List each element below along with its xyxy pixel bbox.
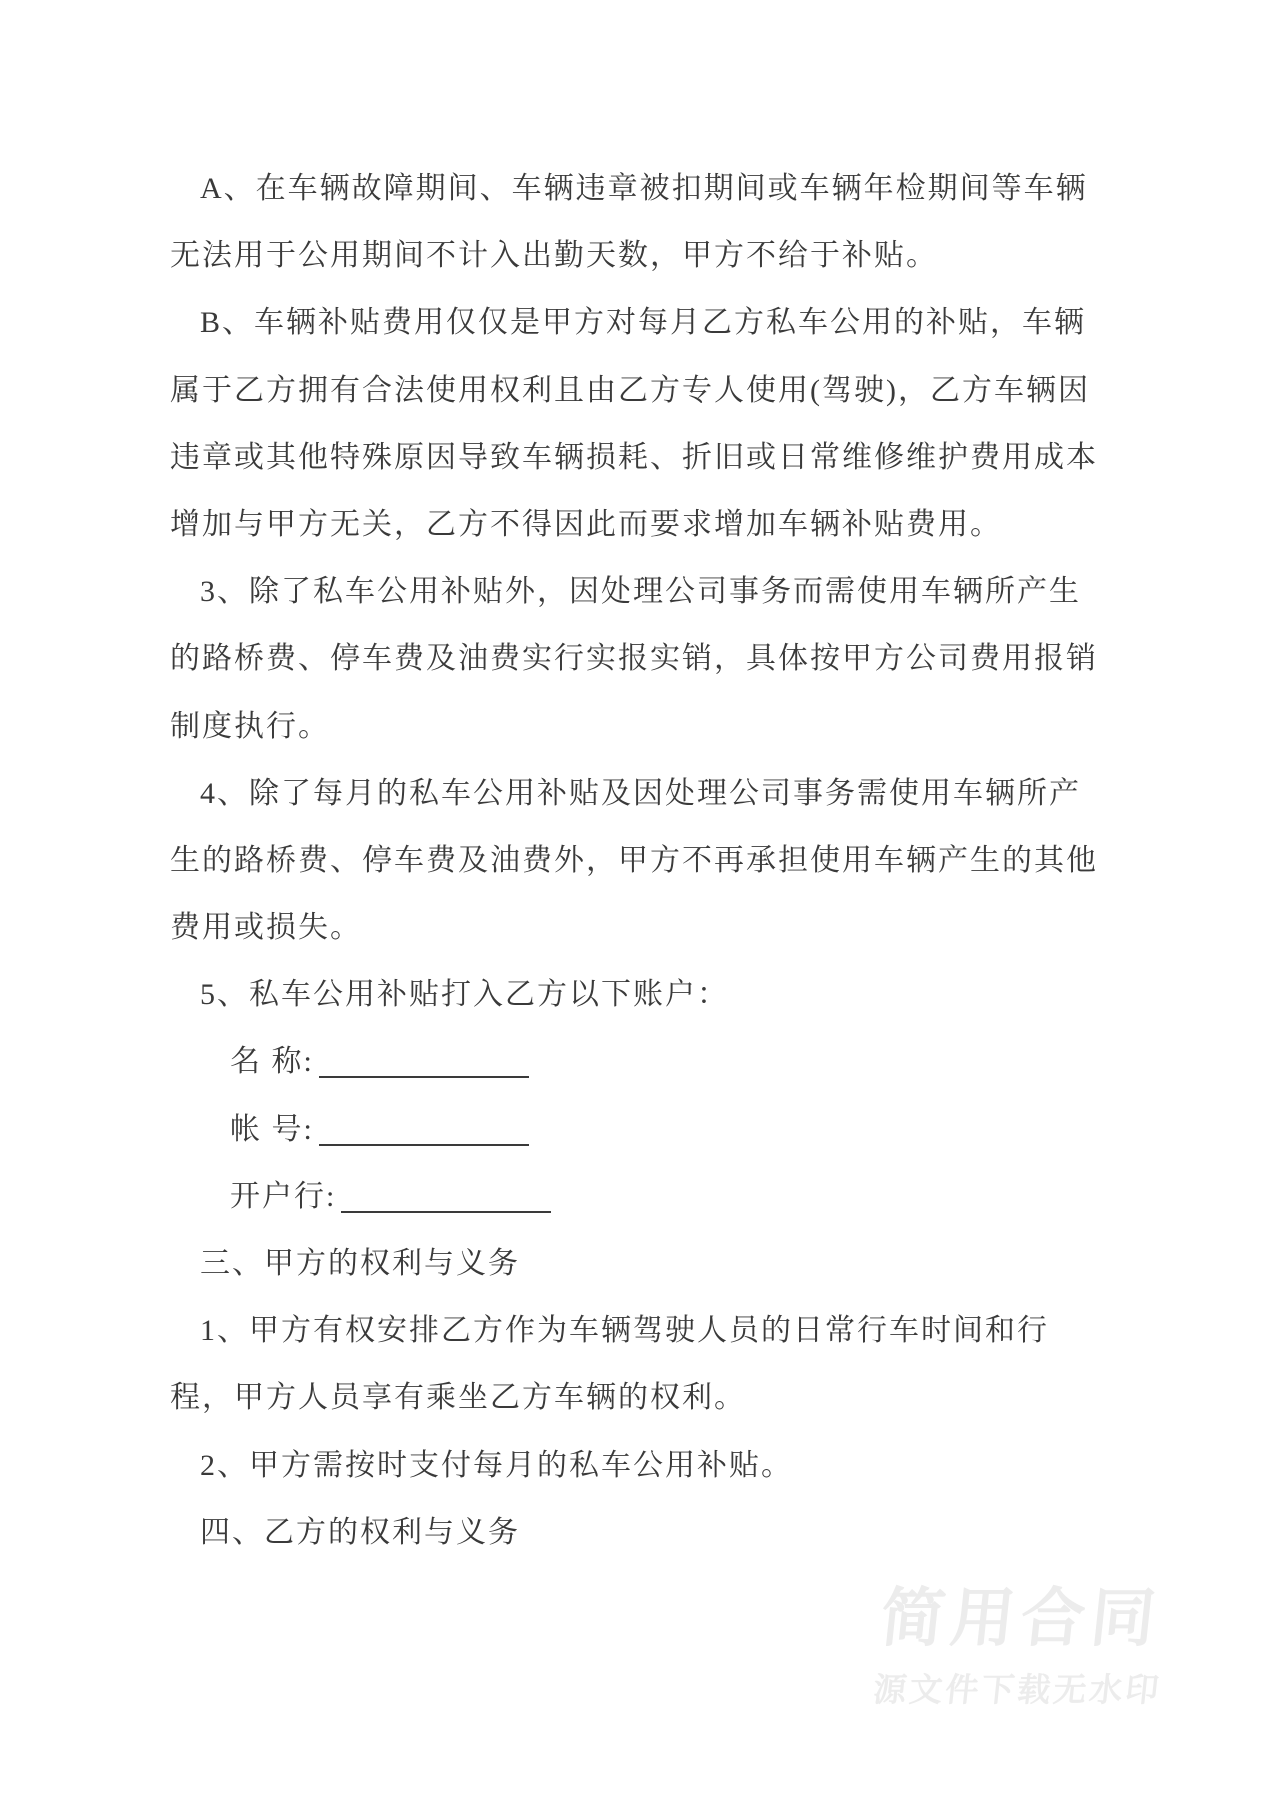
account-name-blank <box>319 1074 529 1078</box>
contract-line: 3、除了私车公用补贴外，因处理公司事务而需使用车辆所产生 <box>200 575 1081 609</box>
bank-branch-row <box>170 1163 1115 1230</box>
contract-line: A、在车辆故障期间、车辆违章被扣期间或车辆年检期间等车辆 <box>200 172 1088 205</box>
account-name-row <box>170 1028 1115 1095</box>
contract-line: B、车辆补贴费用仅仅是甲方对每月乙方私车公用的补贴，车辆 <box>200 306 1087 340</box>
contract-line: 费用或损失。 <box>170 911 362 945</box>
contract-line: 4、除了每月的私车公用补贴及因处理公司事务需使用车辆所产 <box>200 776 1081 810</box>
section-heading: 三、甲方的权利与义务 <box>200 1247 520 1280</box>
contract-line: 违章或其他特殊原因导致车辆损耗、折旧或日常维修维护费用成本 <box>170 440 1098 474</box>
watermark-tagline: 源文件下载无水印 <box>871 1671 1164 1708</box>
account-number-blank <box>319 1142 529 1146</box>
section-heading: 四、乙方的权利与义务 <box>200 1515 520 1549</box>
contract-line: 程，甲方人员享有乘坐乙方车辆的权利。 <box>170 1381 746 1415</box>
bank-branch-blank <box>341 1209 551 1213</box>
contract-line: 无法用于公用期间不计入出勤天数，甲方不给于补贴。 <box>170 239 938 273</box>
account-name-label: 名 称: <box>230 1045 314 1079</box>
contract-line: 的路桥费、停车费及油费实行实报实销，具体按甲方公司费用报销 <box>170 642 1098 676</box>
contract-line: 制度执行。 <box>170 709 330 743</box>
bank-branch-label: 开户行: <box>230 1179 337 1213</box>
contract-line: 5、私车公用补贴打入乙方以下账户： <box>200 978 729 1012</box>
contract-page-body <box>170 155 1115 1566</box>
watermark-brand: 简用合同 <box>877 1582 1165 1654</box>
contract-line: 2、甲方需按时支付每月的私车公用补贴。 <box>200 1448 793 1482</box>
watermark <box>871 1582 1173 1708</box>
contract-line: 1、甲方有权安排乙方作为车辆驾驶人员的日常行车时间和行 <box>200 1314 1049 1348</box>
contract-line: 生的路桥费、停车费及油费外，甲方不再承担使用车辆产生的其他 <box>170 843 1098 877</box>
account-number-label: 帐 号: <box>230 1112 314 1146</box>
account-number-row <box>170 1096 1115 1163</box>
contract-line: 增加与甲方无关，乙方不得因此而要求增加车辆补贴费用。 <box>170 507 1002 541</box>
contract-line: 属于乙方拥有合法使用权利且由乙方专人使用(驾驶)，乙方车辆因 <box>170 373 1090 407</box>
